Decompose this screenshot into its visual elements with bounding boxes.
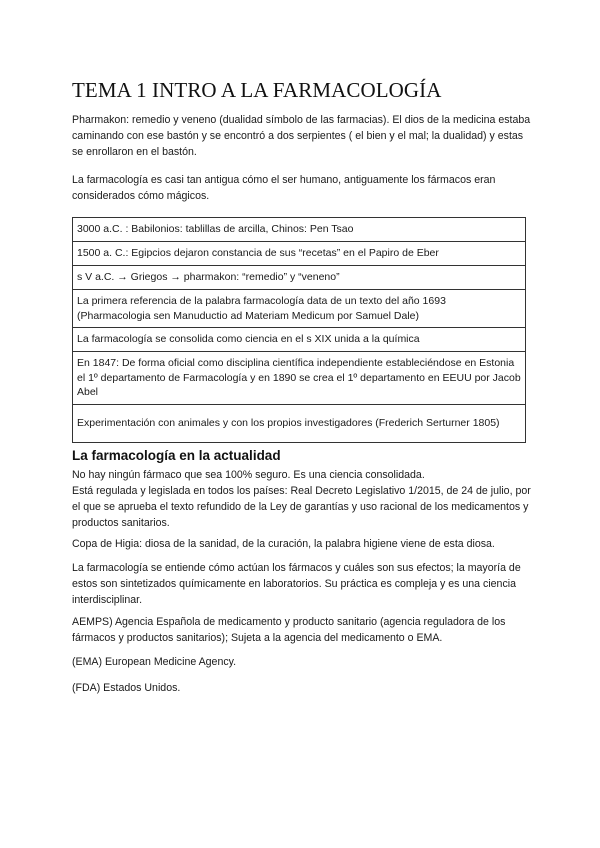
fda-line: (FDA) Estados Unidos. [72, 682, 181, 694]
table-cell: Experimentación con animales y con los propios investigadores (Frederich Serturner 1805) [73, 405, 526, 443]
table-row [73, 266, 526, 290]
table-cell: La farmacología se consolida como ciencia en el s XIX unida a la química [73, 328, 526, 352]
antiquity-paragraph: La farmacología es casi tan antigua cómo el ser humano, antiguamente los fármacos eran considerados cómo mágicos. [72, 174, 496, 203]
table-cell: 1500 a. C.: Egipcios dejaron constancia de sus “recetas” en el Papiro de Eber [73, 242, 526, 266]
table-row [73, 352, 526, 405]
table-row [73, 242, 526, 266]
table-row [73, 405, 526, 443]
table-cell: s V a.C. → Griegos → pharmakon: “remedio” y “veneno” [73, 266, 526, 290]
table-row [73, 218, 526, 242]
table-row [73, 290, 526, 328]
safety-line: No hay ningún fármaco que sea 100% seguro. Es una ciencia consolidada. [72, 469, 425, 481]
regulation-paragraph: Está regulada y legislada en todos los países: Real Decreto Legislativo 1/2015, de 24 de julio, por el que se aprueba el texto refundido de la Ley de garantías y uso racional de los medicamentos y productos sanitarios. [72, 485, 531, 529]
timeline-table [72, 217, 526, 443]
section-heading: La farmacología en la actualidad [72, 448, 281, 463]
higia-paragraph: Copa de Higia: diosa de la sanidad, de la curación, la palabra higiene viene de esta diosa. [72, 538, 495, 550]
table-cell: En 1847: De forma oficial como disciplina científica independiente estableciéndose en Estonia el 1º departamento de Farmacología y en 1890 se crea el 1º departamento en EEUU por Jacob Abel [73, 352, 526, 405]
aemps-paragraph: AEMPS) Agencia Española de medicamento y producto sanitario (agencia reguladora de los fármacos y productos sanitarios); Sujeta a la agencia del medicamento o EMA. [72, 616, 506, 644]
ema-line: (EMA) European Medicine Agency. [72, 656, 237, 668]
science-paragraph: La farmacología se entiende cómo actúan los fármacos y cuáles son sus efectos; la mayoría de estos son sintetizados químicamente en laboratorios. Su práctica es compleja y es una ciencia interdisciplinar. [72, 562, 521, 606]
table-row [73, 328, 526, 352]
table-cell: 3000 a.C. : Babilonios: tablillas de arcilla, Chinos: Pen Tsao [73, 218, 526, 242]
intro-paragraph: Pharmakon: remedio y veneno (dualidad símbolo de las farmacias). El dios de la medicina estaba caminando con ese bastón y se encontró a dos serpientes ( el bien y el mal; la dualidad) y estas se enrollaron en el bastón. [72, 114, 531, 159]
table-cell: La primera referencia de la palabra farmacología data de un texto del año 1693 (Pharmacologia sen Manuductio ad Materiam Medicum por Samuel Dale) [73, 290, 526, 328]
page-title: TEMA 1 INTRO A LA FARMACOLOGÍA [72, 78, 442, 102]
